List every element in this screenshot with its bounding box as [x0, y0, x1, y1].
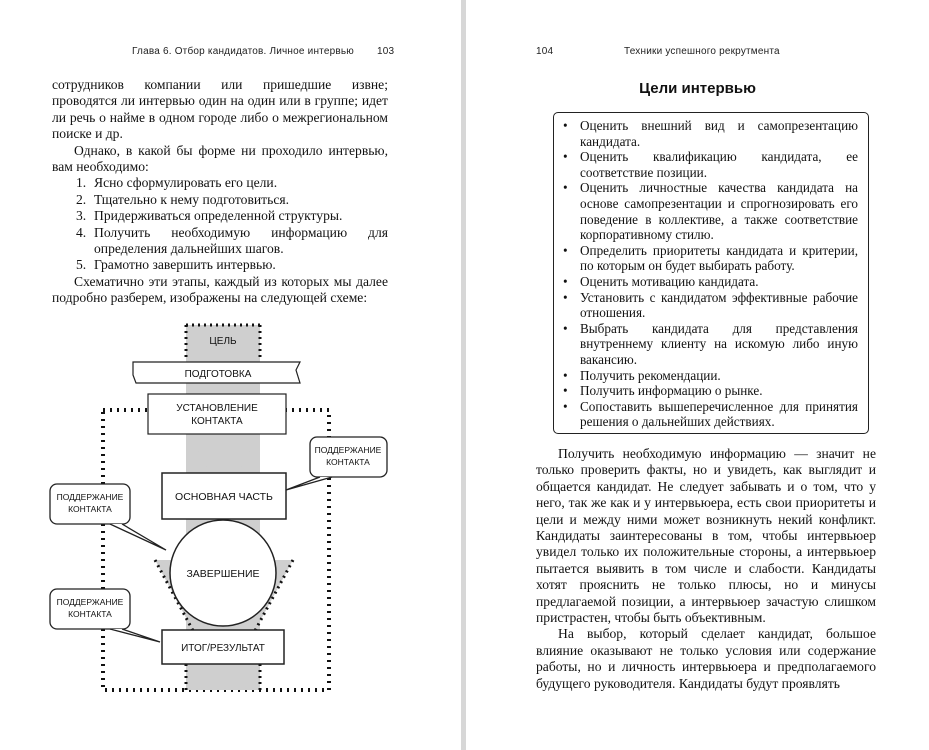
paragraph: Получить необходимую информацию — значит не только проверить факты, но и увидеть, как выглядит и общается кандидат. Не следует забывать и о том, что у него, так же как и у интервьюера, есть свои приоритеты и цели и между ними может возникнуть некий конфликт. Кандидаты заинтересованы в том, чтобы интервьюер увидел только их положительные стороны, а интервьюер пытается выявить в том числе и слабости. Кандидаты хотят прояснить не только плюсы, но и минусы предлагаемой позиции, а интервьюер зачастую слишком пристрастен, чтобы быть объективным.	[536, 446, 876, 626]
list-item: • Получить рекомендации.	[580, 368, 858, 384]
list-item: • Оценить внешний вид и самопрезентацию кандидата.	[580, 118, 858, 149]
list-item: • Выбрать кандидата для представления внутреннему клиенту на искомую либо иную вакансию.	[580, 321, 858, 368]
interview-goals-box	[553, 112, 869, 434]
list-item: 1. Ясно сформулировать его цели.	[76, 175, 278, 191]
list-item: • Сопоставить вышеперечисленное для принятия решения о дальнейших действиях.	[580, 399, 858, 430]
list-item: • Получить информацию о рынке.	[580, 383, 858, 399]
main-part-label: ОСНОВНАЯ ЧАСТЬ	[175, 491, 273, 503]
page-number-right: 104	[536, 46, 554, 57]
interview-stages-diagram	[0, 315, 461, 700]
steps-list	[52, 175, 388, 273]
left-page	[0, 0, 461, 750]
list-item: • Определить приоритеты кандидата и критерии, по которым он будет выбирать работу.	[580, 243, 858, 274]
paragraph: Однако, в какой бы форме ни проходило интервью, вам необходимо:	[52, 142, 388, 175]
preparation-label: ПОДГОТОВКА	[184, 369, 252, 380]
section-heading: Цели интервью	[639, 80, 756, 97]
completion-label: ЗАВЕРШЕНИЕ	[186, 568, 260, 580]
contact-box	[148, 394, 286, 434]
right-page-text	[536, 446, 876, 692]
list-item: 3. Придерживаться определенной структуры.	[76, 208, 343, 224]
list-item: • Оценить мотивацию кандидата.	[580, 274, 858, 290]
support-label-line1: ПОДДЕРЖАНИЕ	[314, 445, 382, 455]
goal-label: ЦЕЛЬ	[209, 336, 237, 347]
support-label-line2: КОНТАКТА	[68, 504, 112, 514]
running-header-chapter: Глава 6. Отбор кандидатов. Личное интервью	[132, 46, 354, 57]
page-number-left: 103	[377, 46, 395, 57]
list-item: • Оценить квалификацию кандидата, ее соответствие позиции.	[580, 149, 858, 180]
paragraph: сотрудников компании или пришедшие извне; проводятся ли интервью один на один или в группе; идет ли речь о найме в одном городе либо о межрегиональном поиске и др.	[52, 77, 388, 142]
support-label-line1: ПОДДЕРЖАНИЕ	[56, 597, 124, 607]
goals-list	[554, 113, 868, 430]
list-item: • Оценить личностные качества кандидата на основе самопрезентации и спрогнозировать его поведение в коллективе, а также соответствие корпоративному стилю.	[580, 180, 858, 242]
list-item: 4. Получить необходимую информацию для определения дальнейших шагов.	[76, 224, 388, 257]
support-label-line2: КОНТАКТА	[326, 457, 370, 467]
running-header-title: Техники успешного рекрутмента	[624, 46, 780, 57]
paragraph: Схематично эти этапы, каждый из которых мы далее подробно разберем, изображены на следующей схеме:	[52, 273, 388, 306]
right-page	[466, 0, 929, 750]
list-item: • Установить с кандидатом эффективные рабочие отношения.	[580, 290, 858, 321]
support-label-line2: КОНТАКТА	[68, 609, 112, 619]
contact-label-line2: КОНТАКТА	[191, 416, 243, 427]
paragraph: На выбор, который сделает кандидат, большое влияние оказывают не только условия или содержание работы, но и личность интервьюера и предполагаемого будущего руководителя. Кандидаты будут проявлять	[536, 626, 876, 691]
list-item: 5. Грамотно завершить интервью.	[76, 257, 276, 273]
result-label: ИТОГ/РЕЗУЛЬТАТ	[181, 643, 265, 654]
support-label-line1: ПОДДЕРЖАНИЕ	[56, 492, 124, 502]
contact-label-line1: УСТАНОВЛЕНИЕ	[176, 403, 258, 414]
list-item: 2. Тщательно к нему подготовиться.	[76, 191, 289, 207]
left-page-text	[52, 77, 388, 307]
